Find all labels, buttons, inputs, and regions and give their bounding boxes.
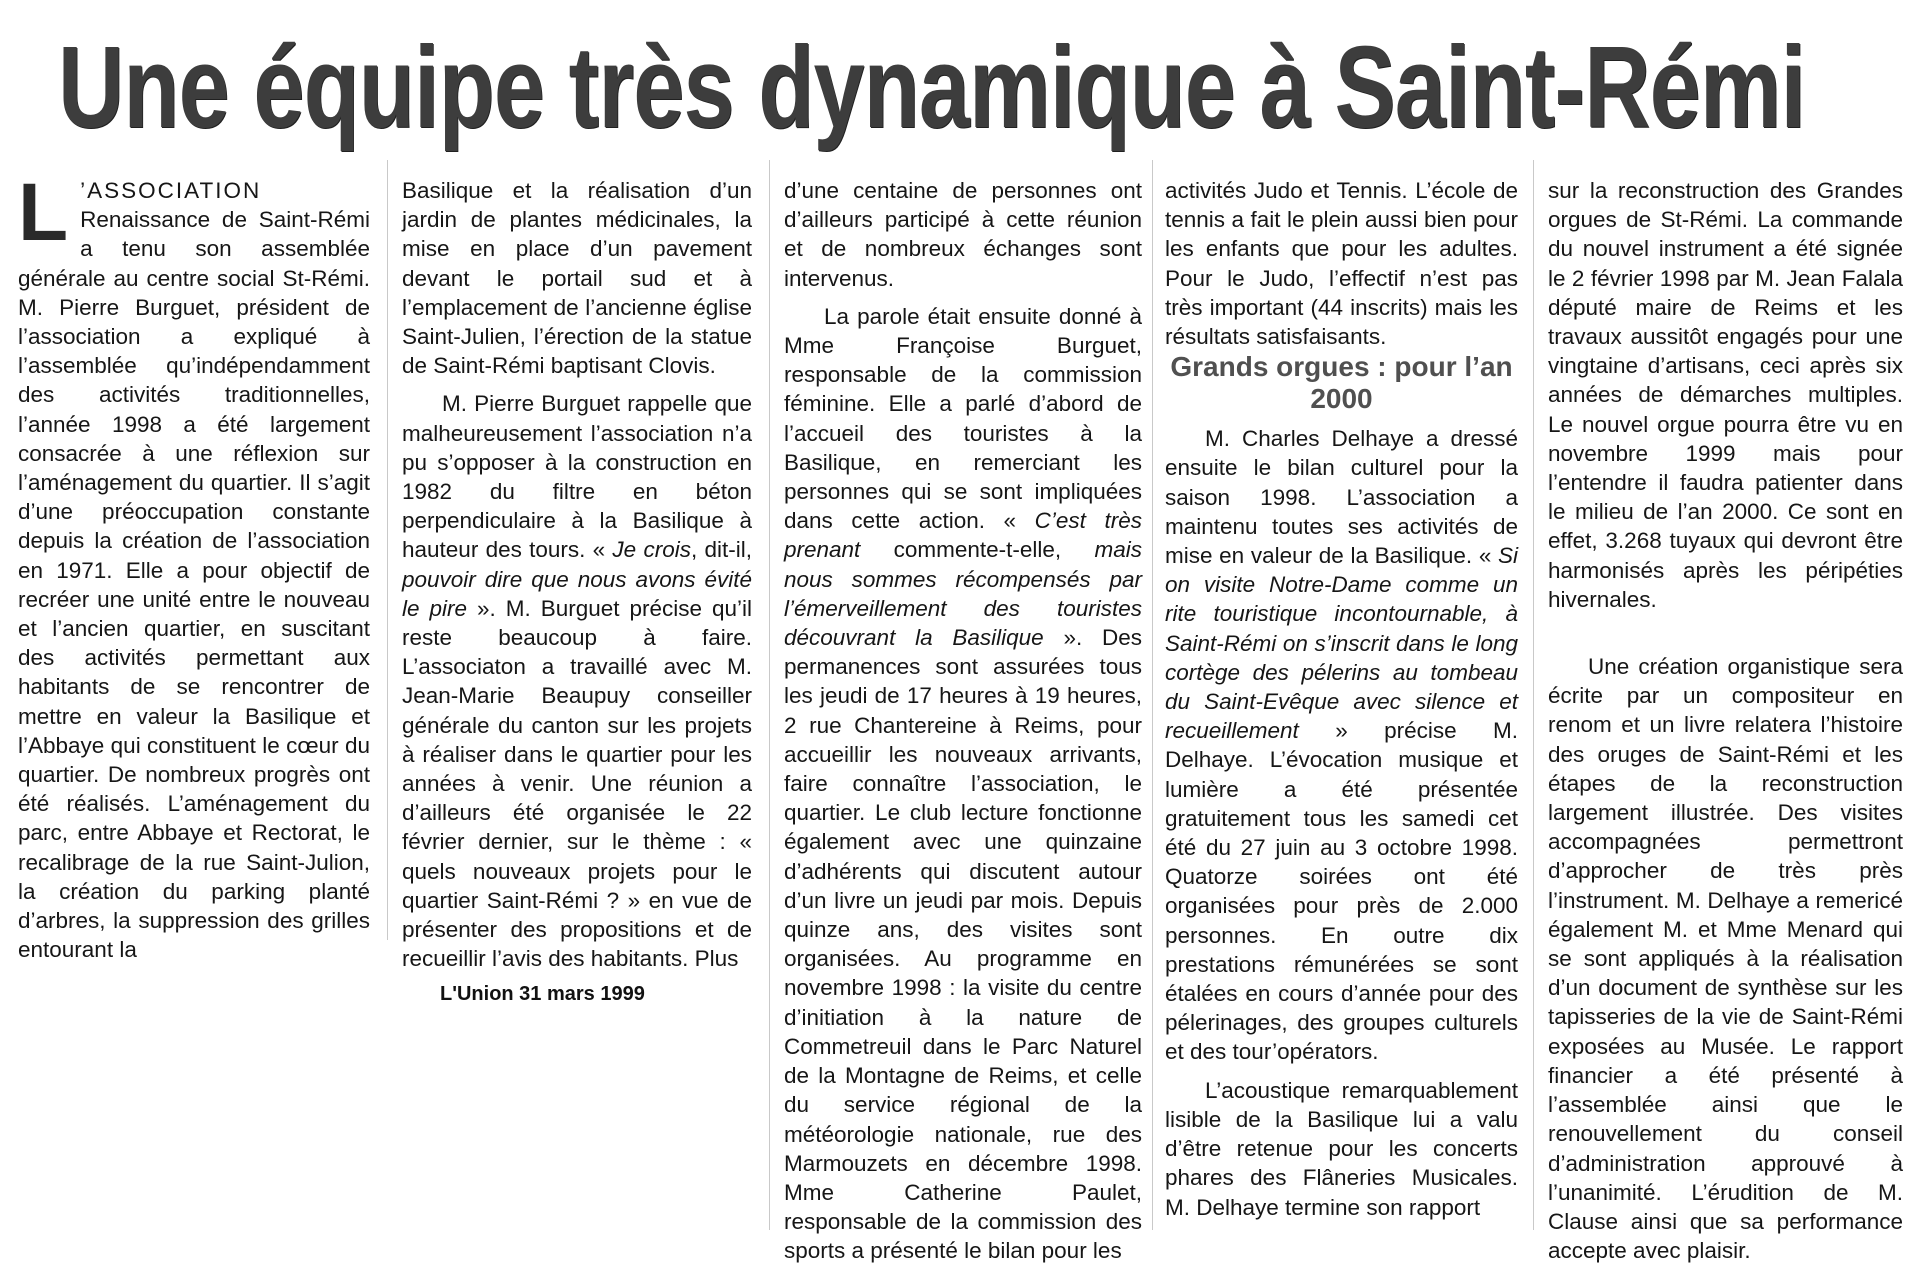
article-headline: Une équipe très dynamique à Saint-Rémi [58,22,1806,152]
quote-italic: Je crois [605,537,691,563]
lead-in: ’ASSOCIATION [80,178,262,203]
drop-cap: L [18,167,69,258]
text-run: commente-t-elle, [860,537,1095,563]
article-column-4 [1165,176,1518,1222]
column-2-paragraph-1: Basilique et la réalisation d’un jardin de plantes médicinales, la mise en place d’un pavement devant le portail sud et à l’emplacement de l’ancienne église Saint-Julien, l’érection de la statue de Saint-Rémi baptisant Clovis. [402,178,752,379]
quote-italic: pouvoir dire que nous avons évité le pire [402,566,752,621]
column-5-paragraph-1: sur la reconstruction des Grandes orgues de St-Rémi. La commande du nouvel instrument a été signée le 2 février 1998 par M. Jean Falala député maire de Reims et les travaux aussitôt engagés pour une vingtaine d’artisans, ceci après six années de démarches multiples. Le nouvel orgue pourra être vu en novembre 1999 mais pour l’entendre il faudra patienter dans le milieu de l’an 2000. Ce sont en effet, 3.268 tuyaux qui devront être harmonisés après les péripéties hivernales. [1548,178,1903,612]
column-rule [387,160,388,940]
article-column-1 [18,167,370,964]
column-4-paragraph-1: activités Judo et Tennis. L’école de tennis a fait le plein aussi bien pour les enfants que pour les adultes. Pour le Judo, l’effectif n’est pas très important (44 inscrits) mais les résultats satisfaisants. [1165,178,1518,350]
column-3-paragraph-2 [784,302,1142,1266]
quote-italic: C’est très prenant [784,508,1142,563]
text-run: M. Pierre Burguet rappelle que malheureusement l’association n’a pu s’opposer à la construction en 1982 du filtre en béton perpendiculaire à la Basilique à hauteur des tours. « [402,391,752,563]
column-rule [1533,160,1534,1230]
text-run: La parole était ensuite donné à Mme Françoise Burguet, responsable de la commission féminine. Elle a parlé d’abord de l’accueil des touristes à la Basilique, en remerciant les personnes qui se sont impliquées dans cette action. « [784,303,1142,534]
article-column-3 [784,176,1142,1266]
column-5-paragraph-2: Une création organistique sera écrite par un compositeur en renom et un livre relatera l’histoire des oruges de Saint-Rémi et les étapes de la reconstruction largement illustrée. Des visites accompagnées permettront d’approcher de très près l’instrument. M. Delhaye a remericé également M. et Mme Menard qui se sont appliqués à la réalisation d’un document de synthèse sur les tapisseries de la vie de Saint-Rémi exposées au Musée. Le rapport financier a été présenté à l’assemblée ainsi que le renouvellement du conseil d’administration approuvé à l’unanimité. L’érudition de M. Clause ainsi que sa performance accepte avec plaisir. [1548,654,1903,1264]
column-3-paragraph-1: d’une centaine de personnes ont d’ailleurs participé à cette réunion et de nombreux échanges sont intervenus. [784,178,1142,291]
text-run: ». M. Burguet précise qu’il reste beaucoup à faire. L’associaton a travaillé avec M. Jean-Marie Beaupuy conseiller générale du canton sur les projets à réaliser dans le quartier pour les années à venir. Une réunion a d’ailleurs été organisée le 22 février dernier, sur le thème : « quels nouveaux projets pour le quartier Saint-Rémi ? » en vue de présenter des propositions et de recueillir l’avis des habitants. Plus [402,595,752,972]
text-run: » précise M. Delhaye. L’évocation musique et lumière a été présentée gratuitement tous les samedi cet été du 27 juin au 3 octobre 1998. Quatorze soirées ont été organisées pour près de 2.000 personnes. En outre dix prestations rémunérées se sont étalées en cours d’année pour des pélerinages, des groupes culturels et des tour’opérators. [1165,718,1518,1065]
column-rule [1152,160,1153,1230]
source-caption: L'Union 31 mars 1999 [440,983,645,1005]
column-rule [769,160,770,1230]
column-2-paragraph-2 [402,389,752,973]
section-subheading: Grands orgues : pour l’an 2000 [1170,351,1513,415]
quote-italic: Si on visite Notre-Dame comme un rite touristique incontournable, à Saint-Rémi on s’inscrit dans le long cortège des pélerins au tombeau du Saint-Evêque avec silence et recueillement [1165,543,1519,744]
article-column-2 [402,176,752,973]
quote-italic: mais nous sommes récompensés par l’émerveillement des touristes découvrant la Basilique [784,537,1142,651]
text-run: M. Charles Delhaye a dressé ensuite le bilan culturel pour la saison 1998. L’association a maintenu toutes ses activités de mise en valeur de la Basilique. « [1165,426,1518,569]
text-run: , dit-il, [690,537,752,563]
column-4-paragraph-3: L’acoustique remarquablement lisible de la Basilique lui a valu d’être retenue pour les concerts phares des Flâneries Musicales. M. Delhaye termine son rapport [1165,1077,1518,1220]
column-1-text: Renaissance de Saint-Rémi a tenu son assemblée générale au centre social St-Rémi. M. Pierre Burguet, président de l’association a expliqué à l’assemblée qu’indépendamment des activités traditionnelles, l’année 1998 a été largement consacrée à une réflexion sur l’aménagement du quartier. Il s’agit d’une préoccupation constante depuis la création de l’association en 1971. Elle a pour objectif de recréer une unité entre le nouveau et l’ancien quartier, en suscitant des activités permettant aux habitants de se rencontrer de mettre en valeur la Basilique et l’Abbaye qui constituent le cœur du quartier. De nombreux progrès ont été réalisés. L’aménagement du parc, entre Abbaye et Rectorat, le recalibrage de la rue Saint-Julion, la création du parking planté d’arbres, la suppression des grilles entourant la [18,207,370,963]
text-run: ». Des permanences sont assurées tous les jeudi de 17 heures à 19 heures, 2 rue Chantereine à Reims, pour accueillir les nouveaux arrivants, faire connaître l’association, le quartier. Le club lecture fonctionne également avec une quinzaine d’adhérents qui discutent autour d’un livre un jeudi par mois. Depuis quinze ans, des visites sont organisées. Au programme en novembre 1998 : la visite du centre d’initiation à la nature de Commetreuil dans le Parc Naturel de la Montagne de Reims, et celle du service régional de la météorologie nationale, rue des Marmouzets en décembre 1998. Mme Catherine Paulet, responsable de la commission des sports a présenté le bilan pour les [784,625,1142,1264]
column-4-paragraph-2 [1165,424,1518,1066]
column-1-paragraph [18,167,370,964]
article-column-5 [1548,176,1903,1265]
